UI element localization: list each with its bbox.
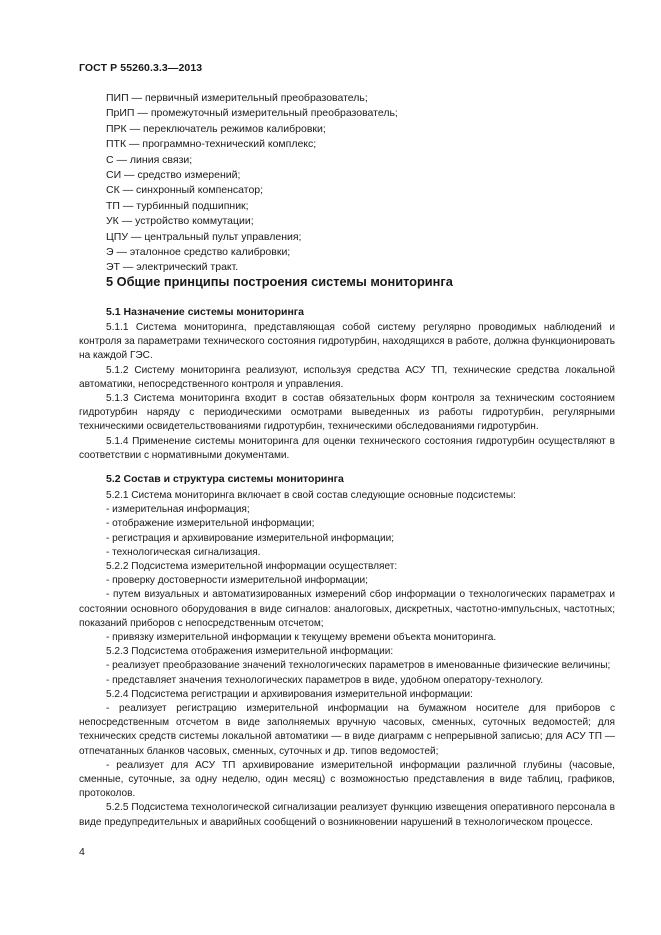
abbreviation-item: УК — устройство коммутации; [106, 215, 254, 228]
abbreviation-item: ПИП — первичный измерительный преобразователь; [106, 92, 368, 104]
list-item: - технологическая сигнализация. [106, 546, 261, 558]
paragraph: 5.1.4 Применение системы мониторинга для оценки технического состояния гидротурбин осуществляют в соответствии с нормативными документами. [79, 435, 615, 461]
abbreviation-item: СК — синхронный компенсатор; [106, 184, 264, 197]
page-number: 4 [79, 846, 85, 858]
list-item: - отображение измерительной информации; [106, 518, 315, 530]
list-item: - реализует преобразование значений технологических параметров в именованные физические величины; [106, 660, 611, 672]
paragraph: 5.1.2 Систему мониторинга реализуют, используя средства АСУ ТП, технические средства локальной автоматики, непосредственного контроля и управления. [79, 364, 615, 390]
paragraph: 5.2.3 Подсистема отображения измерительной информации: [106, 646, 394, 658]
abbreviation-item: ТП — турбинный подшипник; [106, 199, 249, 212]
abbreviation-item: Э — эталонное средство калибровки; [106, 246, 291, 259]
list-item: - регистрация и архивирование измерительной информации; [106, 532, 395, 544]
list-item: - привязку измерительной информации к текущему времени объекта мониторинга. [106, 632, 497, 644]
paragraph: 5.2.1 Система мониторинга включает в свой состав следующие основные подсистемы: [106, 490, 516, 501]
document-header: ГОСТ Р 55260.3.3—2013 [79, 62, 203, 74]
list-item: - проверку достоверности измерительной информации; [106, 575, 368, 587]
subsection-title: 5.1 Назначение системы мониторинга [106, 306, 305, 318]
abbreviation-item: ПРК — переключатель режимов калибровки; [106, 122, 326, 135]
list-item: - представляет значения технологических параметров в виде, удобном оператору-технологу. [106, 674, 544, 686]
subsection-2-body [79, 489, 615, 830]
list-item: - реализует для АСУ ТП архивирование измерительной информации различной глубины (часовые, сменные, суточные, за одну неделю, один месяц) с возможностью представления в виде таблиц, графиков, протоколов. [79, 759, 615, 800]
paragraph: 5.1.1 Система мониторинга, представляющая собой систему регулярно проводимых наблюдений и контроля за параметрами технического состояния гидротурбин, находящихся в работе, должна функционировать на каждой ГЭС. [79, 322, 615, 362]
abbreviation-item: ПТК — программно-технический комплекс; [106, 138, 317, 151]
list-item: - реализует регистрацию измерительной информации на бумажном носителе для приборов с непосредственным отсчетом в виде заполняемых вручную часовых, сменных, суточных ведомостей; для технических средств системы локальной автоматики — в виде диаграмм с непрерывной записью; для АСУ ТП — отпечатанных бланков часовых, сменных, суточных и др. типов ведомостей; [79, 703, 615, 757]
list-item: - измерительная информация; [106, 504, 250, 516]
subsection-1-body [79, 321, 615, 463]
paragraph: 5.2.5 Подсистема технологической сигнализации реализует функцию извещения оперативного персонала в виде предупредительных и аварийных сообщений о возникновении нарушений в технологическом процессе. [79, 802, 615, 828]
paragraph: 5.1.3 Система мониторинга входит в состав обязательных форм контроля за техническим состоянием гидротурбин наряду с периодическими осмотрами выведенных из работы гидротурбин, регулярными техническими освидетельствованиями гидротурбин, техническими обследованиями гидротурбин. [79, 393, 615, 433]
abbreviation-item: СИ — средство измерений; [106, 169, 241, 182]
abbreviation-list [106, 91, 398, 276]
paragraph: 5.2.2 Подсистема измерительной информации осуществляет: [106, 561, 398, 573]
abbreviation-item: ЭТ — электрический тракт. [106, 261, 239, 274]
abbreviation-item: ЦПУ — центральный пульт управления; [106, 230, 302, 243]
section-title: 5 Общие принципы построения системы мониторинга [106, 274, 453, 289]
paragraph: 5.2.4 Подсистема регистрации и архивирования измерительной информации: [106, 688, 473, 700]
list-item: - путем визуальных и автоматизированных измерений сбор информации о технологических параметрах и состоянии основного оборудования в виде сигналов: аналоговых, дискретных, частотно-импульсных, частотных; показаний приборов с непосредственным отсчетом; [79, 589, 615, 629]
subsection-title: 5.2 Состав и структура системы мониторинга [106, 473, 344, 485]
abbreviation-item: ПрИП — промежуточный измерительный преобразователь; [106, 107, 398, 120]
abbreviation-item: С — линия связи; [106, 153, 193, 166]
